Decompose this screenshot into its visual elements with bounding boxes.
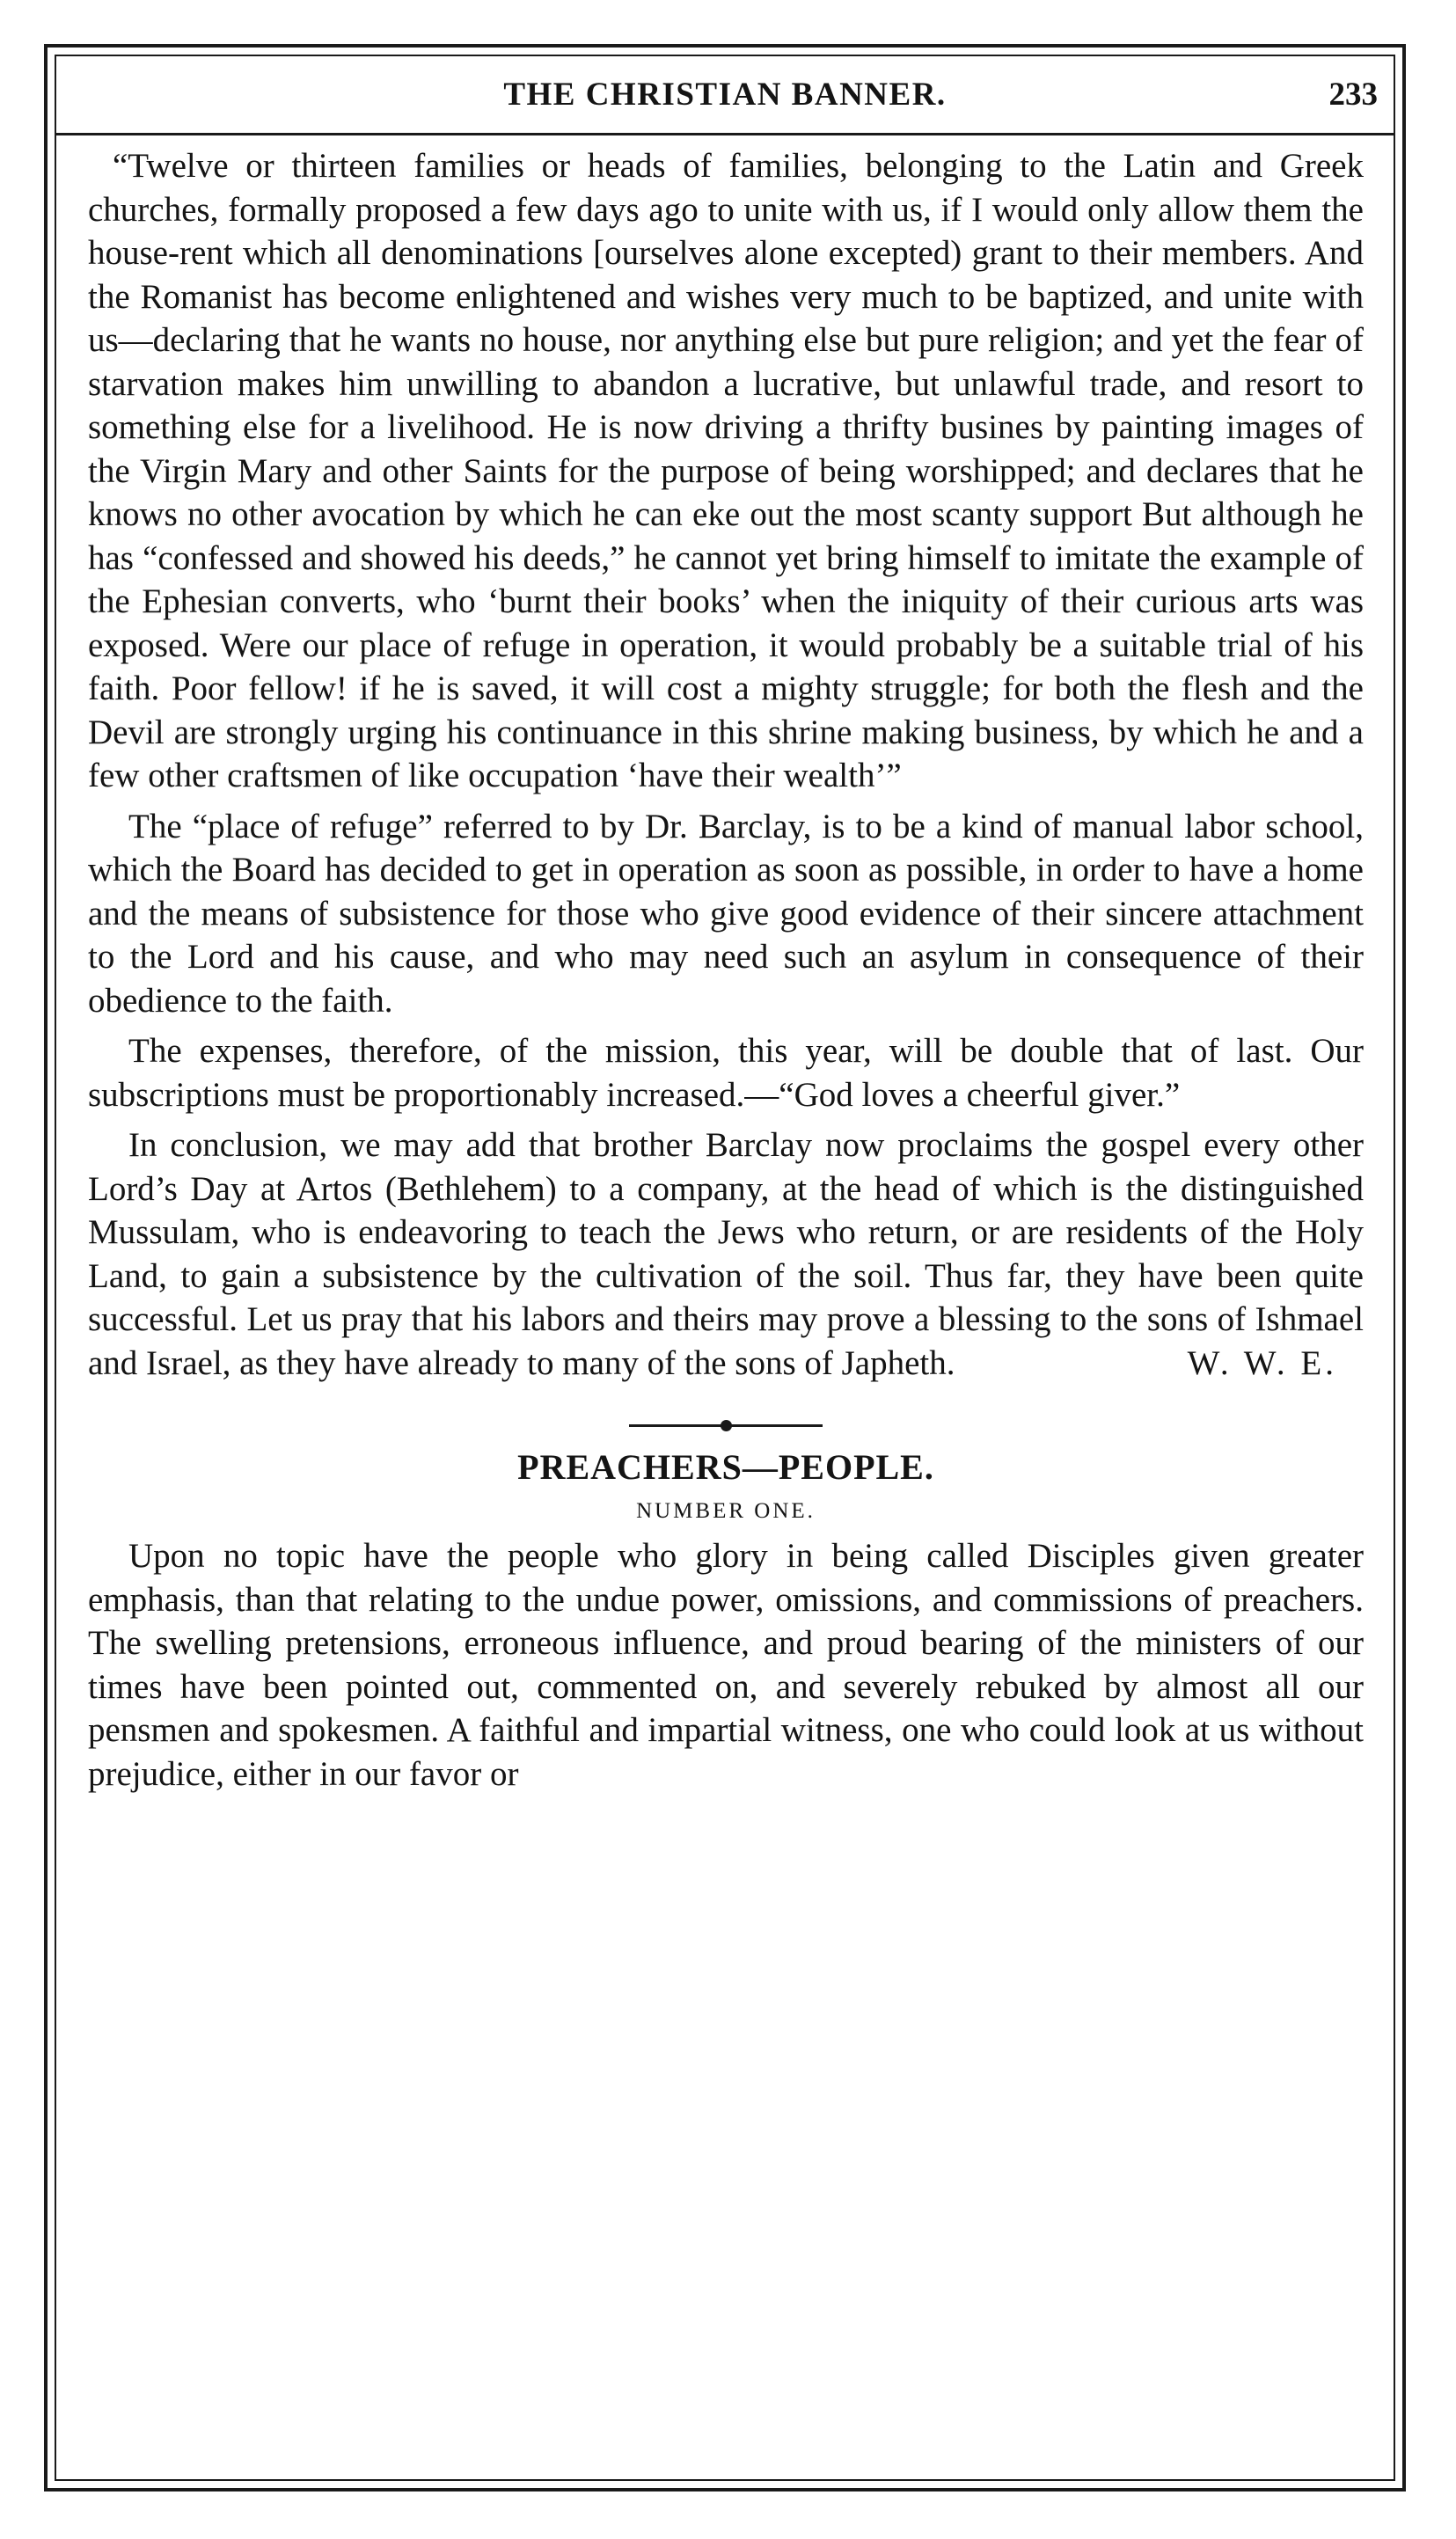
- running-head: [55, 55, 1395, 135]
- article-title: PREACHERS—PEOPLE.: [517, 1447, 934, 1487]
- paragraph-expenses: The expenses, therefore, of the mission, this year, will be double that of last. Our subscriptions must be proportionably increased.—“God loves a cheerful giver.”: [88, 1032, 1364, 1114]
- paragraph-conclusion-text: In conclusion, we may add that brother Barclay now proclaims the gospel every other Lord’s Day at Artos (Bethlehem) to a company, at the head of which is the distinguished Mussulam, who is endeavoring to teach the Jews who return, or are residents of the Holy Land, to gain a subsistence by the cultivation of the soil. Thus far, they have been quite successful. Let us pray that his labors and theirs may prove a blessing to the sons of Ishmael and Israel, as they have already to many of the sons of Japheth.: [88, 1126, 1364, 1382]
- article-paragraph: Upon no topic have the people who glory in being called Disciples given greater emphasis, than that relating to the undue power, omissions, and commissions of preachers. The swelling pretensions, erroneous influence, and proud bearing of the ministers of our times have been pointed out, commented on, and severely rebuked by almost all our pensmen and spokesmen. A faithful and impartial witness, one who could look at us without prejudice, either in our favor or: [88, 1537, 1364, 1793]
- paragraph-place-of-refuge: The “place of refuge” referred to by Dr. Barclay, is to be a kind of manual labor school, which the Board has decided to get in operation as soon as possible, in order to have a home and the means of subsistence for those who give good evidence of their sincere attachment to the Lord and his cause, and who may need such an asylum in consequence of their obedience to the faith.: [88, 807, 1364, 1020]
- paragraph-quoted-letter: “Twelve or thirteen families or heads of families, belonging to the Latin and Greek churches, formally proposed a few days ago to unite with us, if I would only allow them the house-rent which all denominations [ourselves alone excepted) grant to their members. And the Romanist has become enlightened and wishes very much to be baptized, and unite with us—declaring that he wants no house, nor anything else but pure religion; and yet the fear of starvation makes him unwilling to abandon a lucrative, but unlawful trade, and resort to something else for a livelihood. He is now driving a thrifty busines by painting images of the Virgin Mary and other Saints for the purpose of being worshipped; and declares that he knows no other avocation by which he can eke out the most scanty support But although he has “confessed and showed his deeds,” he cannot yet bring himself to imitate the example of the Ephesian converts, who ‘burnt their books’ when the iniquity of their curious arts was exposed. Were our place of refuge in operation, it would probably be a suitable trial of his faith. Poor fellow! if he is saved, it will cost a mighty struggle; for both the flesh and the Devil are strongly urging his continuance in this shrine making business, by which he and a few other craftsmen of like occupation ‘have their wealth’”: [88, 147, 1364, 794]
- page-content: [88, 144, 1364, 1803]
- page-number: 233: [1328, 77, 1378, 113]
- article-subtitle: NUMBER ONE.: [636, 1499, 816, 1523]
- section-divider: [629, 1415, 823, 1436]
- running-title: THE CHRISTIAN BANNER.: [503, 77, 947, 113]
- author-signature: W. W. E.: [1187, 1343, 1337, 1382]
- divider-dot: [721, 1420, 732, 1431]
- paragraph-conclusion: [88, 1123, 1364, 1385]
